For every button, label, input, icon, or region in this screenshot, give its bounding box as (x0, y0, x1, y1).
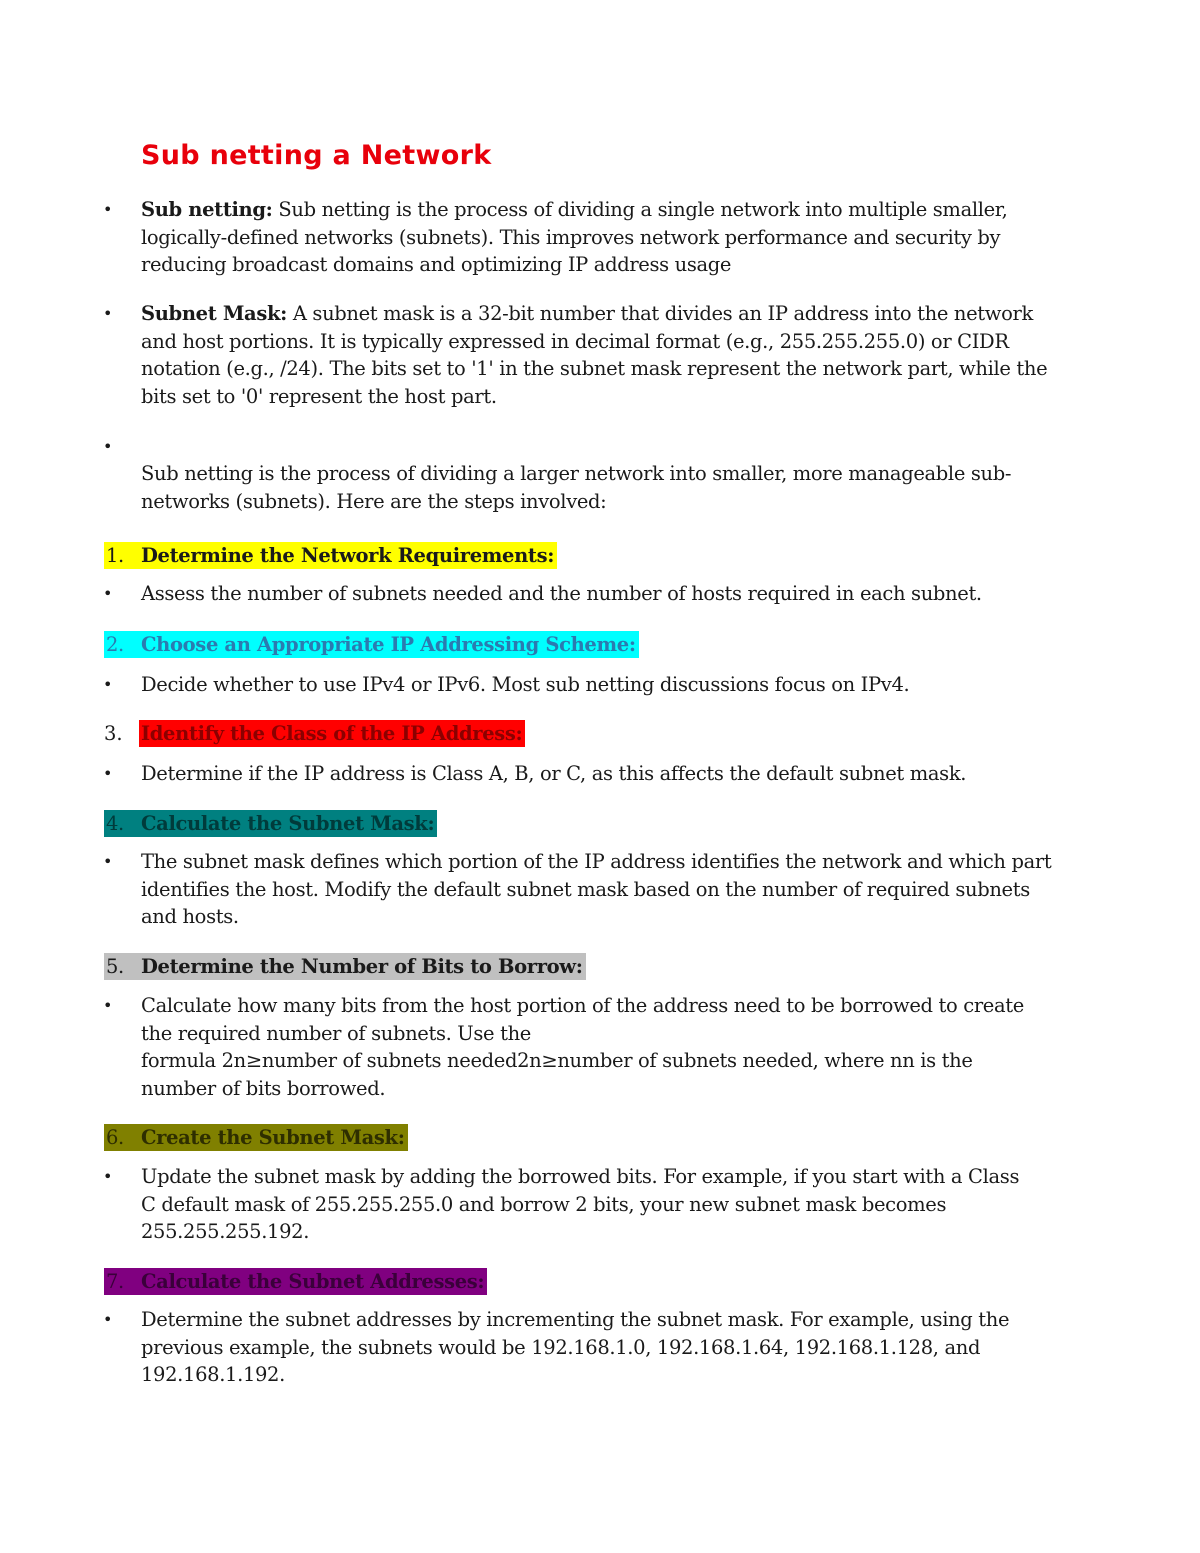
step-body-6: Update the subnet mask by adding the borrowed bits. For example, if you start with a Class C default mask of 255.255.255.0 and borrow 2 bits, your new subnet mask becomes 255.255.255.192. (141, 1165, 1020, 1243)
step-heading-3 (139, 720, 525, 747)
step-number: 3. (104, 722, 123, 745)
bullet-marker: • (103, 437, 113, 456)
step-number: 7. (106, 1270, 124, 1293)
step-body-3: Determine if the IP address is Class A, B, or C, as this affects the default subnet mask. (141, 762, 967, 785)
step-body-2: Decide whether to use IPv4 or IPv6. Most sub netting discussions focus on IPv4. (141, 673, 910, 696)
bullet-marker: • (103, 764, 113, 783)
step-body-text: Calculate how many bits from the host portion of the address need to be borrowed to create the required number of subnets. Use the (141, 994, 1024, 1045)
step-heading-1 (104, 542, 557, 569)
bullet-marker: • (103, 675, 113, 694)
document-title: Sub netting a Network (141, 140, 492, 171)
step-number: 4. (106, 812, 124, 835)
bullet-marker: • (103, 200, 113, 219)
formula-text: formula 2n≥number of subnets needed2n≥number of subnets needed, where nn is the number of bits borrowed. (141, 1049, 973, 1100)
step-number: 1. (106, 544, 124, 567)
bullet-marker: • (103, 584, 113, 603)
bullet-marker: • (103, 996, 113, 1015)
step-heading-2 (104, 631, 639, 658)
step-heading-5 (104, 953, 586, 980)
bullet-subnet-mask (141, 300, 1066, 410)
step-heading-7 (104, 1268, 487, 1295)
bullet-marker: • (103, 1167, 113, 1186)
step-heading-text: Determine the Number of Bits to Borrow: (141, 955, 583, 978)
step-body-1: Assess the number of subnets needed and the number of hosts required in each subnet. (141, 582, 982, 605)
bullet-term: Subnet Mask: (141, 302, 287, 325)
bullet-term: Sub netting: (141, 198, 273, 221)
bullet-marker: • (103, 304, 113, 323)
intro-paragraph: Sub netting is the process of dividing a larger network into smaller, more manageable sub-networks (subnets). Here are the steps involved: (141, 462, 1012, 513)
step-body-5 (141, 992, 1051, 1102)
bullet-marker: • (103, 1310, 113, 1329)
step-number: 6. (106, 1126, 124, 1149)
bullet-text: Sub netting is the process of dividing a single network into multiple smaller, logically-defined networks (subnets). This improves network performance and security by reducing broadcast domains and optimizing IP address usage (141, 198, 1008, 276)
step-heading-text: Determine the Network Requirements: (141, 544, 555, 567)
bullet-subnetting (141, 196, 1021, 279)
step-number: 2. (106, 633, 124, 656)
step-heading-6 (104, 1124, 408, 1151)
step-body-7: Determine the subnet addresses by incrementing the subnet mask. For example, using the previous example, the subnets would be 192.168.1.0, 192.168.1.64, 192.168.1.128, and 192.168.1.192. (141, 1308, 1010, 1386)
bullet-text: A subnet mask is a 32-bit number that divides an IP address into the network and host portions. It is typically expressed in decimal format (e.g., 255.255.255.0) or CIDR notation (e.g., /24). The bits set to '1' in the subnet mask represent the network part, while the bits set to '0' represent the host part. (141, 302, 1048, 408)
step-heading-text: Choose an Appropriate IP Addressing Scheme: (141, 633, 636, 656)
step-heading-4 (104, 810, 437, 837)
step-body-4: The subnet mask defines which portion of the IP address identifies the network and which part identifies the host. Modify the default subnet mask based on the number of required subnets and hosts. (141, 850, 1052, 928)
step-heading-text: Identify the Class of the IP Address: (141, 722, 523, 745)
step-heading-text: Calculate the Subnet Addresses: (141, 1270, 485, 1293)
step-number: 5. (106, 955, 124, 978)
step-heading-text: Create the Subnet Mask: (141, 1126, 405, 1149)
step-heading-text: Calculate the Subnet Mask: (141, 812, 435, 835)
bullet-marker: • (103, 852, 113, 871)
